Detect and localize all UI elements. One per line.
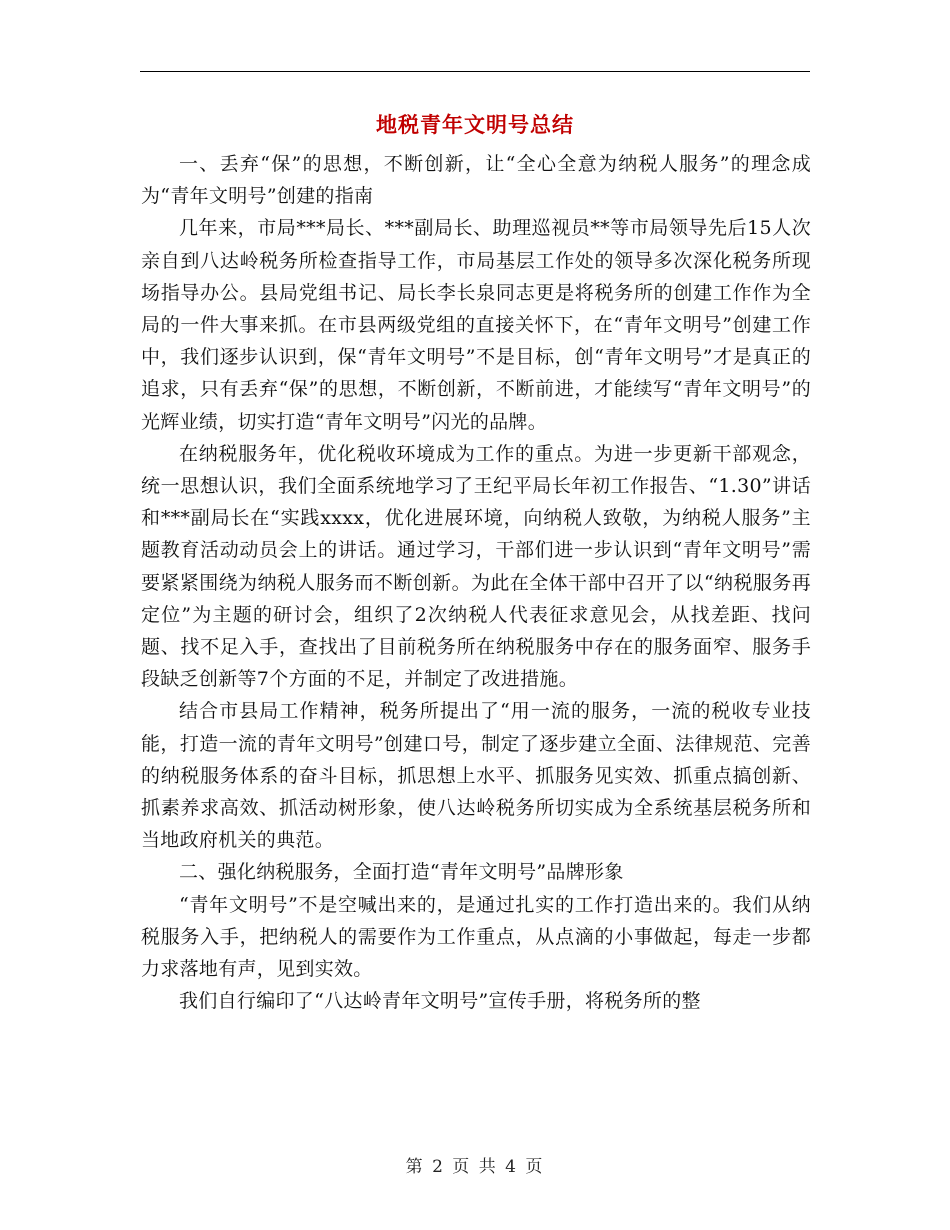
page-number: 第 2 页 共 4 页 [405, 1157, 545, 1177]
paragraph: 在纳税服务年，优化税收环境成为工作的重点。为进一步更新干部观念，统一思想认识，我们全面系统地学习了王纪平局长年初工作报告、“1.30”讲话和***副局长在“实践xxxx，优化进展环境，向纳税人致敬，为纳税人服务”主题教育活动动员会上的讲话。通过学习，干部们进一步认识到“青年文明号”需要紧紧围绕为纳税人服务而不断创新。为此在全体干部中召开了以“纳税服务再定位”为主题的研讨会，组织了2次纳税人代表征求意见会，从找差距、找问题、找不足入手，查找出了目前税务所在纳税服务中存在的服务面窄、服务手段缺乏创新等7个方面的不足，并制定了改进措施。 [141, 442, 811, 691]
paragraph: 结合市县局工作精神，税务所提出了“用一流的服务，一流的税收专业技能，打造一流的青年文明号”创建口号，制定了逐步建立全面、法律规范、完善的纳税服务体系的奋斗目标，抓思想上水平、抓服务见实效、抓重点搞创新、抓素养求高效、抓活动树形象，使八达岭税务所切实成为全系统基层税务所和当地政府机关的典范。 [141, 700, 811, 852]
paragraph: “青年文明号”不是空喊出来的，是通过扎实的工作打造出来的。我们从纳税服务入手，把纳税人的需要作为工作重点，从点滴的小事做起，每走一步都力求落地有声，见到实效。 [141, 893, 811, 981]
paragraph-heading-1: 一、丢弃“保”的思想，不断创新，让“全心全意为纳税人服务”的理念成为“青年文明号”创建的指南 [141, 153, 811, 208]
paragraph: 我们自行编印了“八达岭青年文明号”宣传手册，将税务所的整 [179, 990, 701, 1013]
document-title: 地税青年文明号总结 [376, 112, 574, 137]
header-rule [140, 71, 810, 72]
paragraph: 几年来，市局***局长、***副局长、助理巡视员**等市局领导先后15人次亲自到八达岭税务所检查指导工作，市局基层工作处的领导多次深化税务所现场指导办公。县局党组书记、局长李长泉同志更是将税务所的创建工作作为全局的一件大事来抓。在市县两级党组的直接关怀下，在“青年文明号”创建工作中，我们逐步认识到，保“青年文明号”不是目标，创“青年文明号”才是真正的追求，只有丢弃“保”的思想，不断创新，不断前进，才能续写“青年文明号”的光辉业绩，切实打造“青年文明号”闪光的品牌。 [141, 217, 811, 433]
paragraph-heading-2: 二、强化纳税服务，全面打造“青年文明号”品牌形象 [179, 861, 624, 884]
document-body [141, 148, 811, 1017]
